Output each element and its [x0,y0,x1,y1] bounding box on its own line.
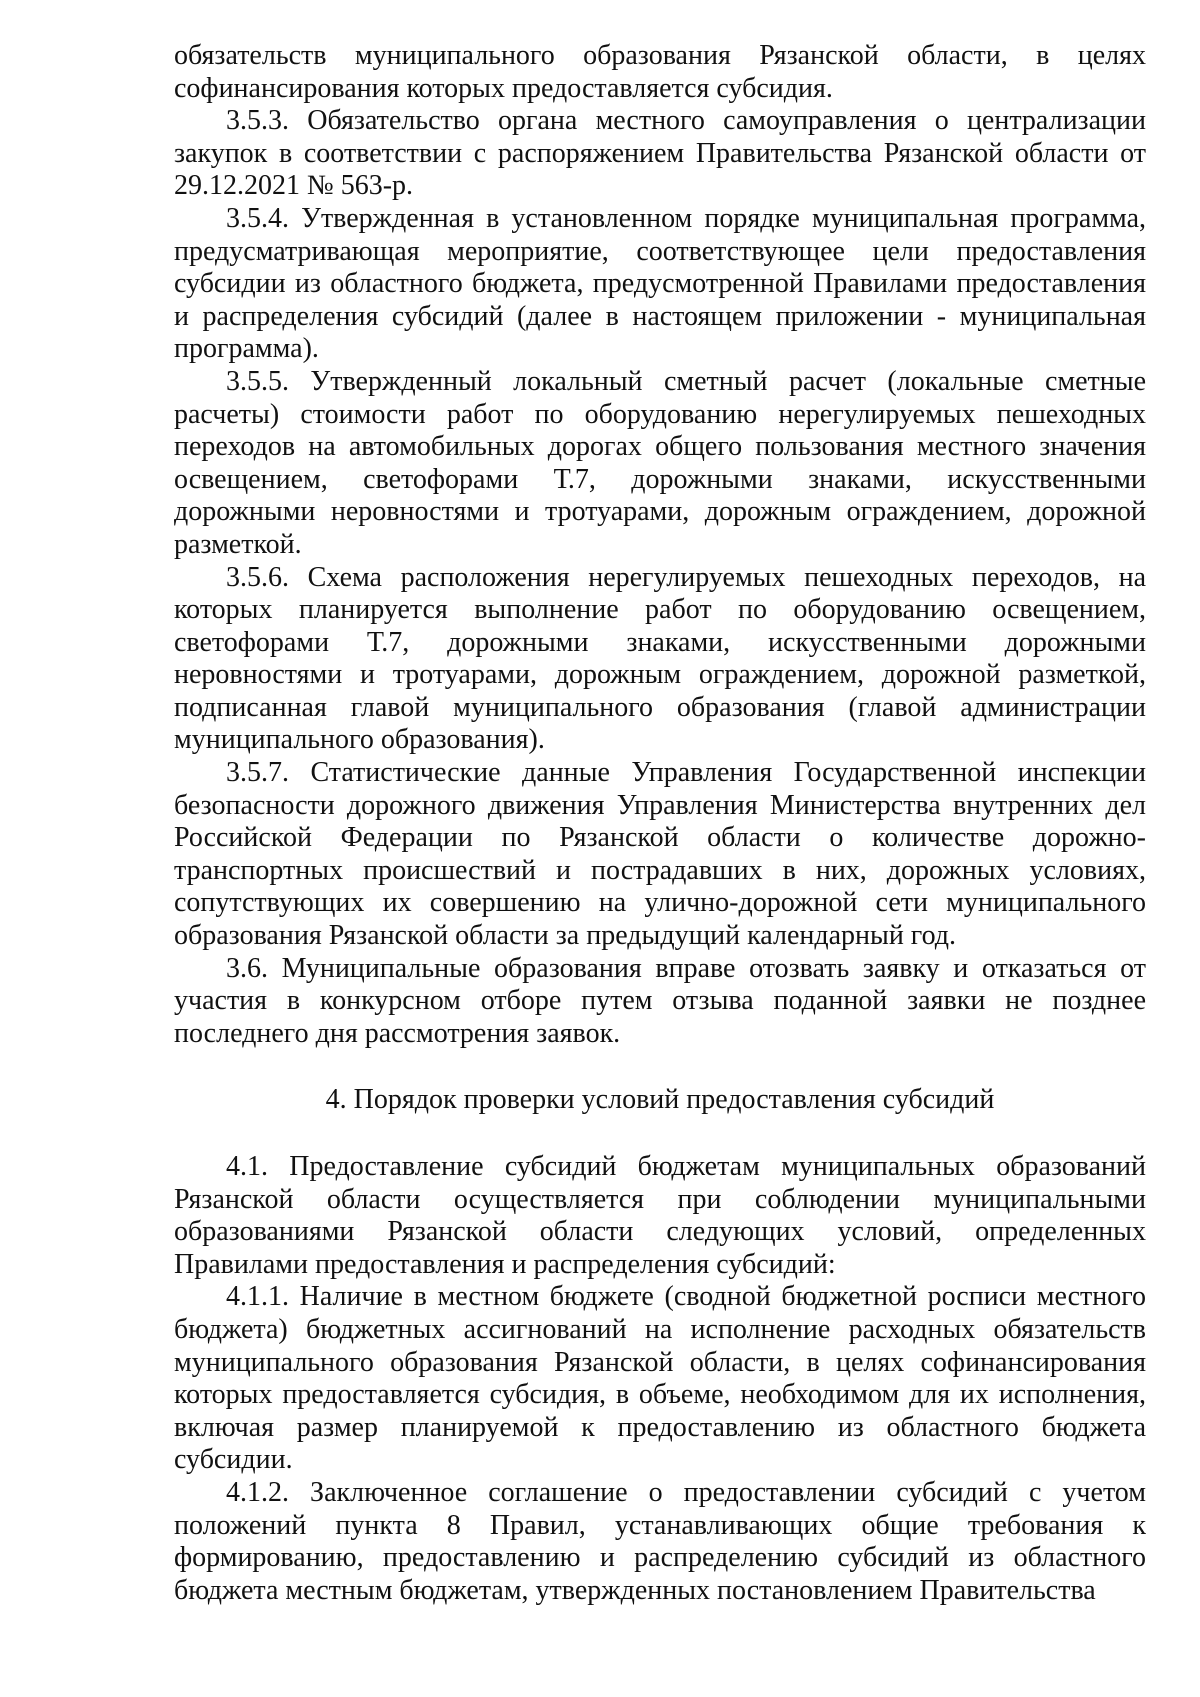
paragraph-4-1: 4.1. Предоставление субсидий бюджетам муниципальных образований Рязанской области осуществляется при соблюдении муниципальными образованиями Рязанской области следующих условий, определенных Правилами предоставления и распределения субсидий: [174,1151,1146,1280]
paragraph-3-5-6: 3.5.6. Схема расположения нерегулируемых пешеходных переходов, на которых планируется выполнение работ по оборудованию освещением, светофорами Т.7, дорожными знаками, искусственными дорожными неровностями и тротуарами, дорожным ограждением, дорожной разметкой, подписанная главой муниципального образования (главой администрации муниципального образования). [174,561,1146,756]
paragraph-4-1-1: 4.1.1. Наличие в местном бюджете (сводной бюджетной росписи местного бюджета) бюджетных ассигнований на исполнение расходных обязательств муниципального образования Рязанской области, в целях софинансирования которых предоставляется субсидия, в объеме, необходимом для их исполнения, включая размер планируемой к предоставлению из областного бюджета субсидии. [174,1281,1146,1476]
paragraph-3-5-3: 3.5.3. Обязательство органа местного самоуправления о централизации закупок в соответствии с распоряжением Правительства Рязанской области от 29.12.2021 № 563-р. [174,105,1146,202]
paragraph-3-5-5: 3.5.5. Утвержденный локальный сметный расчет (локальные сметные расчеты) стоимости работ по оборудованию нерегулируемых пешеходных переходов на автомобильных дорогах общего пользования местного значения освещением, светофорами Т.7, дорожными знаками, искусственными дорожными неровностями и тротуарами, дорожным ограждением, дорожной разметкой. [174,365,1146,560]
section-heading: 4. Порядок проверки условий предоставления субсидий [325,1084,995,1116]
paragraph-3-5-4: 3.5.4. Утвержденная в установленном порядке муниципальная программа, предусматривающая мероприятие, соответствующее цели предоставления субсидии из областного бюджета, предусмотренной Правилами предоставления и распределения субсидий (далее в настоящем приложении - муниципальная программа). [174,202,1146,365]
paragraph-continuation: обязательств муниципального образования Рязанской области, в целях софинансирования которых предоставляется субсидия. [174,40,1146,104]
paragraph-3-5-7: 3.5.7. Статистические данные Управления Государственной инспекции безопасности дорожного движения Управления Министерства внутренних дел Российской Федерации по Рязанской области о количестве дорожно-транспортных происшествий и пострадавших в них, дорожных условиях, сопутствующих их совершению на улично-дорожной сети муниципального образования Рязанской области за предыдущий календарный год. [174,757,1146,952]
document-page [174,40,1146,1607]
paragraph-3-6: 3.6. Муниципальные образования вправе отозвать заявку и отказаться от участия в конкурсном отборе путем отзыва поданной заявки не позднее последнего дня рассмотрения заявок. [174,952,1146,1049]
paragraph-4-1-2: 4.1.2. Заключенное соглашение о предоставлении субсидий с учетом положений пункта 8 Правил, устанавливающих общие требования к формированию, предоставлению и распределению субсидий из областного бюджета местным бюджетам, утвержденных постановлением Правительства [174,1476,1146,1606]
